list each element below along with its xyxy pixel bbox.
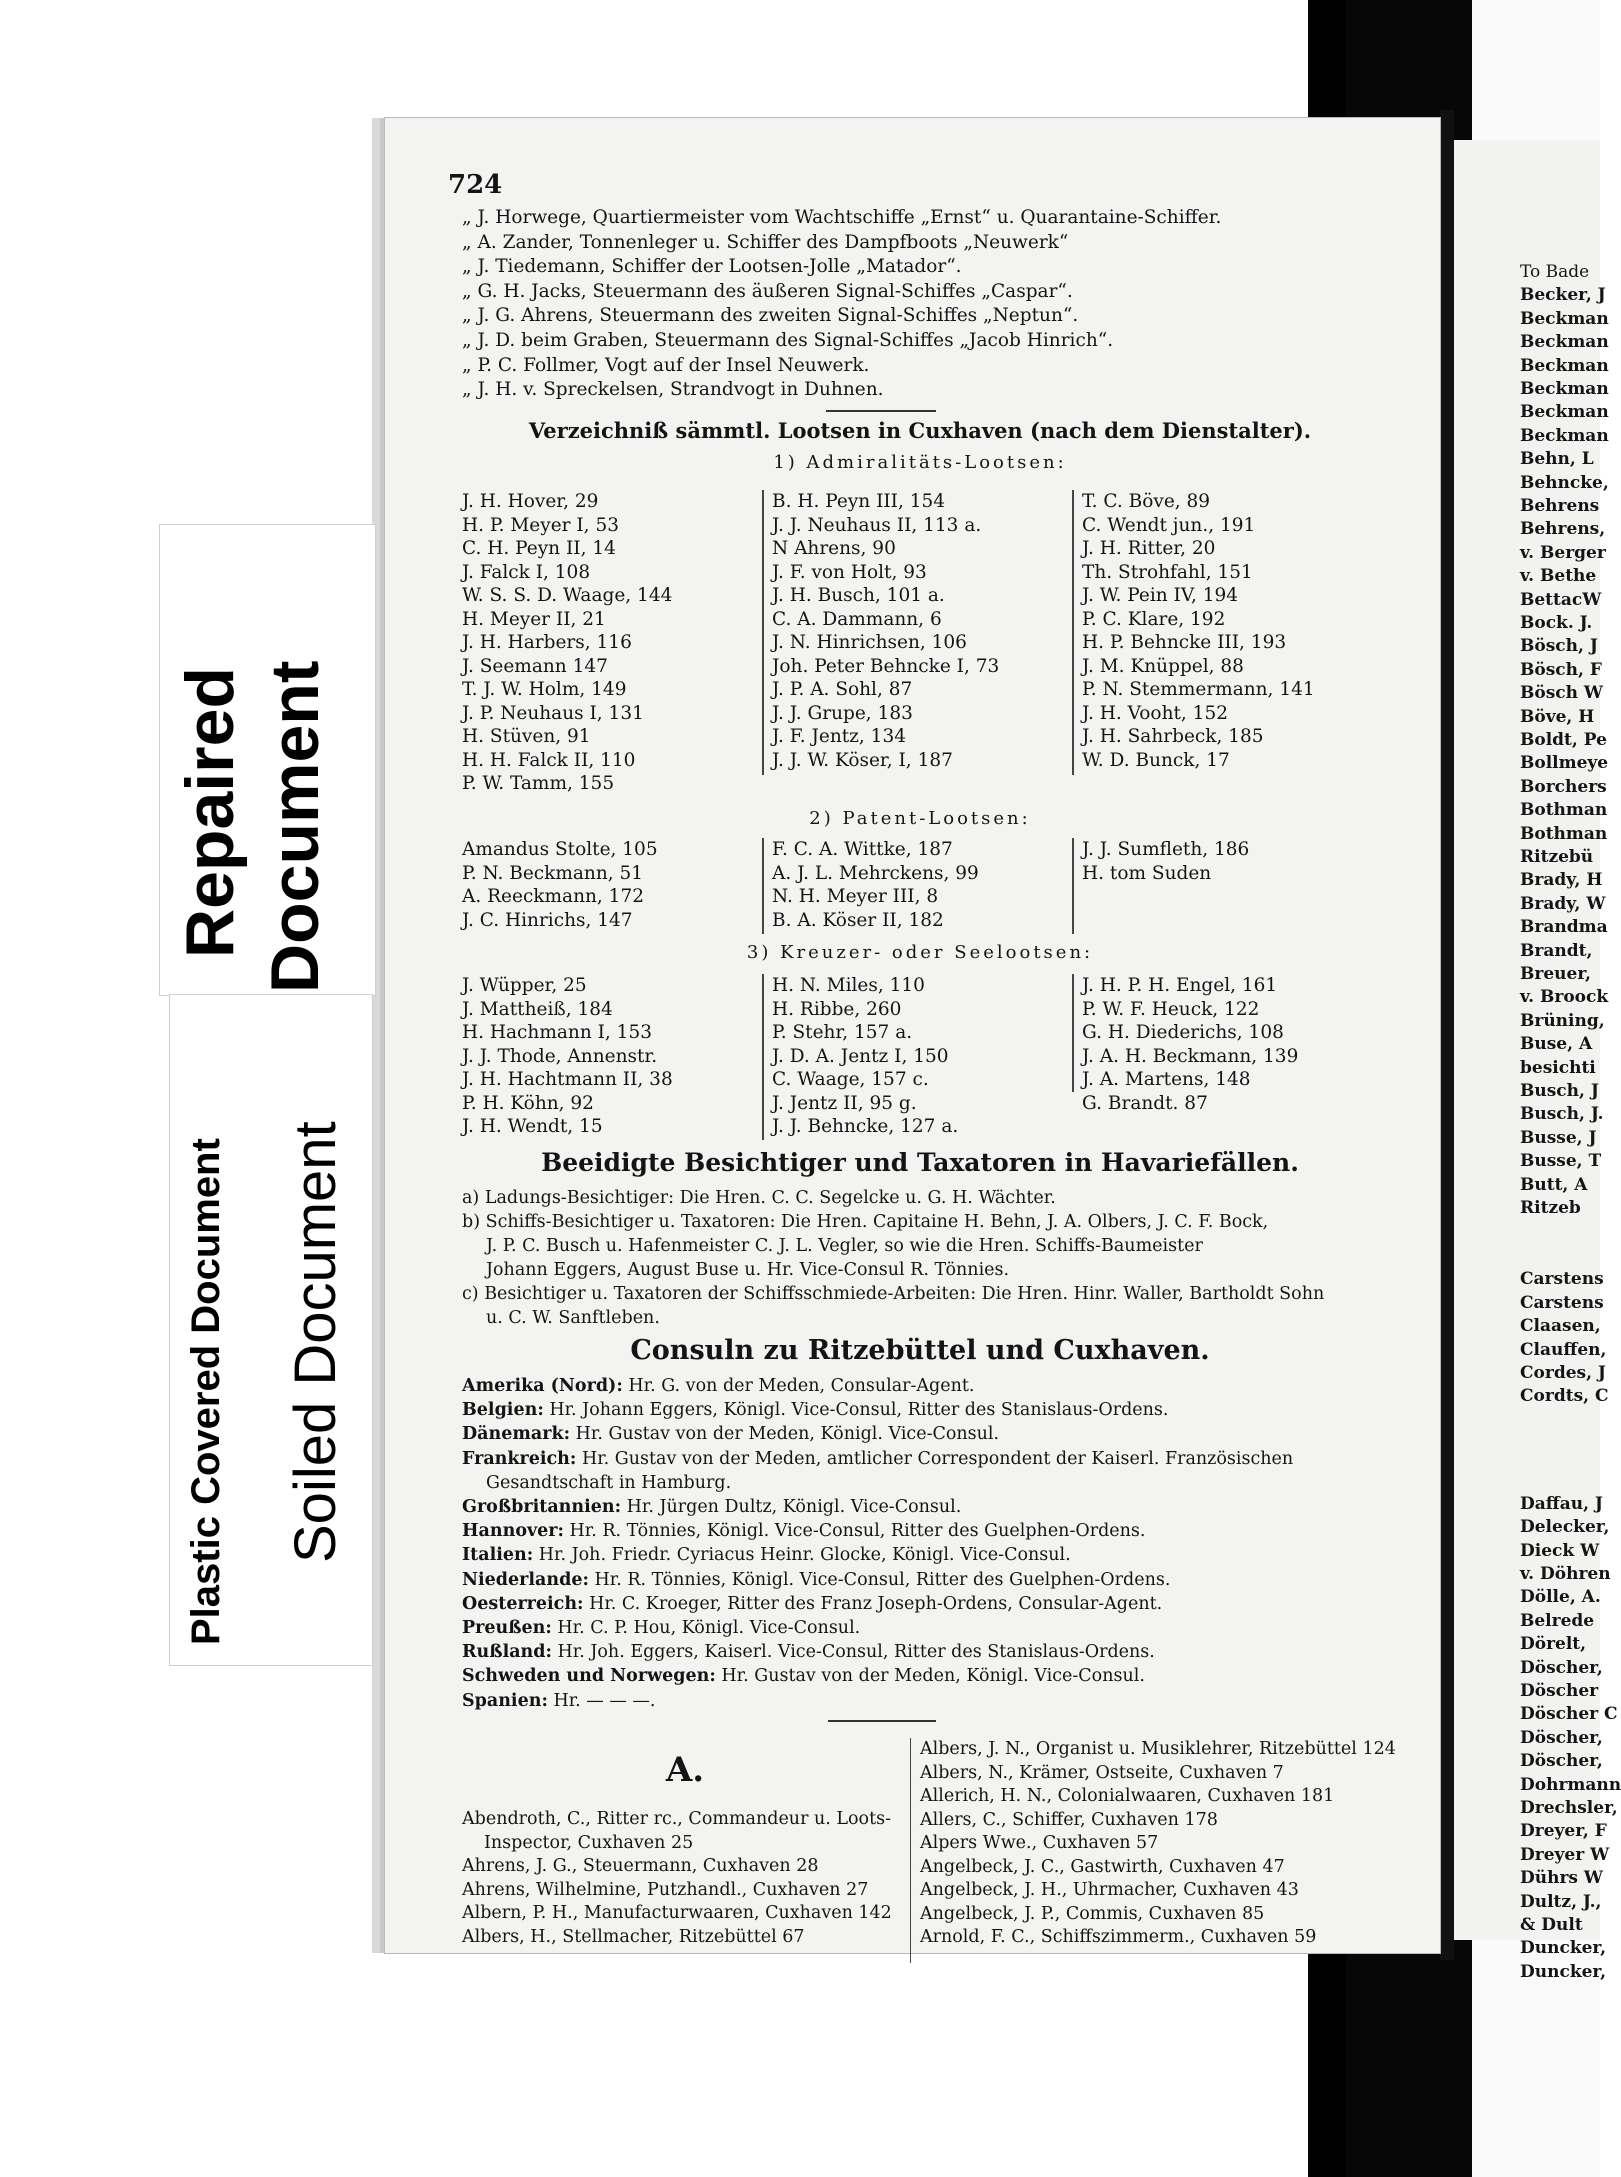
next-page-entry: besichti (1520, 1057, 1596, 1078)
consul-text: Hr. Gustav von der Meden, amtlicher Correspondent der Kaiserl. Französischen (576, 1448, 1294, 1469)
pilot-entry: J. J. Sumfleth, 186 (1082, 839, 1250, 860)
next-page-entry: Duncker, (1520, 1961, 1607, 1982)
admiralty-title: 1) Admiralitäts-Lootsen: (773, 452, 1067, 473)
pilot-entry: C. A. Dammann, 6 (772, 608, 942, 630)
consul-text: Hr. Joh. Friedr. Cyriacus Heinr. Glocke, Königl. Vice-Consul. (533, 1545, 1071, 1566)
pilot-entry: H. Stüven, 91 (462, 726, 591, 747)
next-page-entry: v. Broock (1520, 987, 1609, 1008)
pilot-entry: J. H. Hachtmann II, 38 (462, 1069, 673, 1090)
next-page-entry: Busch, J. (1520, 1104, 1604, 1125)
directory-entry: Ahrens, Wilhelmine, Putzhandl., Cuxhaven 27 (462, 1879, 869, 1900)
consul-country: Großbritannien: (462, 1497, 622, 1518)
pilot-entry: J. J. Thode, Annenstr. (462, 1045, 658, 1067)
next-page-entry: Brandma (1520, 917, 1608, 938)
admiralty-col-1 (462, 490, 672, 796)
consul-text: Hr. Gustav von der Meden, Königl. Vice-Consul. (570, 1424, 1000, 1445)
staff-entry: „ A. Zander, Tonnenleger u. Schiffer des Dampfboots „Neuwerk“ (462, 231, 1069, 253)
pilot-entry: P. W. F. Heuck, 122 (1082, 998, 1260, 1020)
next-page-entry: Breuer, (1520, 964, 1591, 984)
consul-entry (462, 1374, 1293, 1398)
next-page-entry: Brady, H (1520, 870, 1603, 891)
directory-entry: Abendroth, C., Ritter rc., Commandeur u. Loots- (462, 1809, 892, 1829)
section-letter: A. (665, 1750, 705, 1790)
next-page-entry: Beckman (1520, 379, 1609, 399)
divider (826, 410, 936, 412)
consul-entry (462, 1616, 1293, 1640)
next-page-entry: Boldt, Pe (1520, 730, 1607, 750)
next-page-entry: v. Döhren (1520, 1564, 1611, 1584)
pilot-entry: B. H. Peyn III, 154 (772, 491, 946, 512)
repaired-label-line1: Repaired (172, 667, 248, 958)
pilot-entry: J. H. Wendt, 15 (462, 1116, 603, 1137)
consul-entry (462, 1689, 1293, 1713)
next-page-entry: Daffau, J (1520, 1493, 1603, 1514)
consul-country: Niederlande: (462, 1569, 589, 1590)
next-page-entry: Busse, J (1520, 1127, 1597, 1148)
pilot-entry: G. Brandt. 87 (1082, 1092, 1208, 1114)
pilot-entry: J. F. Jentz, 134 (772, 726, 906, 747)
pilot-entry: J. H. Ritter, 20 (1082, 538, 1216, 559)
patent-col-3 (1082, 838, 1249, 885)
admiralty-col-3 (1082, 490, 1315, 772)
surveyor-line: b) Schiffs-Besichtiger u. Taxatoren: Die Hren. Capitaine H. Behn, J. A. Olbers, J. C. F. Bock, (462, 1212, 1269, 1232)
pilot-entry: P. H. Köhn, 92 (462, 1092, 594, 1114)
directory-entry: Albern, P. H., Manufacturwaaren, Cuxhaven 142 (462, 1903, 892, 1923)
pilot-entry: J. Wüpper, 25 (462, 975, 587, 996)
pilot-entry: H. P. Meyer I, 53 (462, 514, 619, 536)
pilot-entry: J. C. Hinrichs, 147 (462, 909, 633, 931)
directory-entry: Angelbeck, J. P., Commis, Cuxhaven 85 (920, 1903, 1265, 1924)
pilot-entry: J. F. von Holt, 93 (772, 561, 927, 583)
next-page-entry: & Dult (1520, 1915, 1583, 1935)
next-page-entry: Dohrmann (1520, 1774, 1621, 1795)
directory-entry: Albers, N., Krämer, Ostseite, Cuxhaven 7 (920, 1762, 1284, 1783)
pilot-entry: N. H. Meyer III, 8 (772, 886, 939, 907)
next-page-entry: Dölle, A. (1520, 1587, 1601, 1608)
column-rule (762, 974, 764, 1140)
directory-entry: Angelbeck, J. H., Uhrmacher, Cuxhaven 43 (920, 1880, 1299, 1900)
pilot-entry: T. J. W. Holm, 149 (462, 679, 627, 700)
next-page-entry: v. Berger (1520, 542, 1606, 563)
next-page-entry: Clauffen, (1520, 1339, 1607, 1360)
next-page-entry: To Bade (1520, 262, 1590, 282)
page-number: 724 (448, 170, 503, 200)
pilot-entry: J. H. Harbers, 116 (462, 632, 632, 653)
consul-text: Hr. G. von der Meden, Consular-Agent. (622, 1376, 975, 1396)
pilot-entry: P. C. Klare, 192 (1082, 608, 1226, 630)
next-page-entry: Beckman (1520, 425, 1609, 446)
staff-entry: „ J. Horwege, Quartiermeister vom Wachtschiffe „Ernst“ u. Quarantaine-Schiffer. (462, 207, 1222, 228)
pilot-entry: J. H. P. H. Engel, 161 (1082, 975, 1278, 996)
surveyor-line: u. C. W. Sanftleben. (486, 1308, 660, 1328)
next-page-entry: Behrens (1520, 496, 1600, 516)
staff-list (462, 206, 1221, 403)
pilot-entry: C. H. Peyn II, 14 (462, 538, 616, 559)
next-page-entry: Bothman (1520, 800, 1608, 821)
surveyor-line: a) Ladungs-Besichtiger: Die Hren. C. C. Segelcke u. G. H. Wächter. (462, 1188, 1056, 1208)
pilot-entry: J. J. W. Köser, I, 187 (772, 749, 953, 771)
page-gutter (1440, 110, 1454, 1960)
pilot-entry: J. Jentz II, 95 g. (772, 1092, 917, 1114)
directory-entry: Ahrens, J. G., Steuermann, Cuxhaven 28 (462, 1856, 819, 1876)
consul-text: Hr. Jürgen Dultz, Königl. Vice-Consul. (621, 1497, 962, 1518)
column-rule (1072, 838, 1074, 934)
directory-entry: Arnold, F. C., Schiffszimmerm., Cuxhaven 59 (920, 1927, 1317, 1947)
pilot-entry: H. tom Suden (1082, 862, 1212, 884)
pilot-entry: N Ahrens, 90 (772, 538, 896, 559)
pilot-entry: Amandus Stolte, 105 (462, 839, 658, 860)
next-page-entry: Döscher (1520, 1681, 1599, 1701)
next-page-entry: Belrede (1520, 1610, 1595, 1631)
next-page-entry: Beckman (1520, 332, 1609, 353)
consul-text: Hr. R. Tönnies, Königl. Vice-Consul, Ritter des Guelphen-Ordens. (563, 1521, 1146, 1542)
staff-entry: „ P. C. Follmer, Vogt auf der Insel Neuwerk. (462, 354, 870, 376)
consul-entry (462, 1664, 1293, 1688)
consul-entry (462, 1447, 1293, 1471)
next-page-entry: Beckman (1520, 355, 1609, 376)
next-page-entry: Brandt, (1520, 940, 1593, 961)
consul-entry (462, 1519, 1293, 1543)
next-page-entry: Bothman (1520, 823, 1608, 844)
next-page-entry: v. Bethe (1520, 566, 1597, 587)
next-page-entry: Döscher, (1520, 1727, 1603, 1748)
kreuzer-col-2 (772, 974, 958, 1139)
patent-col-1 (462, 838, 658, 932)
directory-entry: Albers, J. N., Organist u. Musiklehrer, Ritzebüttel 124 (920, 1739, 1396, 1759)
pilot-entry: A. J. L. Mehrckens, 99 (772, 862, 979, 884)
consul-country: Dänemark: (462, 1424, 571, 1445)
next-page-entry: Busch, J (1520, 1081, 1599, 1101)
next-page-entry: Carstens (1520, 1292, 1604, 1313)
pilot-entry: J. P. Neuhaus I, 131 (462, 702, 644, 724)
consul-entry (462, 1495, 1293, 1519)
pilot-entry: J. J. Neuhaus II, 113 a. (772, 514, 982, 536)
column-rule (762, 838, 764, 934)
next-page-entry: Beckman (1520, 308, 1609, 329)
pilot-entry: J. H. Vooht, 152 (1082, 702, 1228, 724)
pilot-entry: J. Falck I, 108 (462, 561, 591, 583)
pilot-entry: J. Mattheiß, 184 (462, 998, 613, 1020)
pilot-entry: H. H. Falck II, 110 (462, 749, 636, 771)
plastic-label: Plastic Covered Document (184, 1138, 228, 1645)
pilot-entry: H. Hachmann I, 153 (462, 1022, 652, 1043)
divider (828, 1720, 936, 1722)
pilot-entry: A. Reeckmann, 172 (462, 886, 644, 907)
next-page-entry: Ritzebü (1520, 847, 1594, 867)
pilot-entry: F. C. A. Wittke, 187 (772, 839, 953, 860)
pilot-entry: P. N. Beckmann, 51 (462, 862, 644, 884)
pilot-entry: C. Wendt jun., 191 (1082, 514, 1256, 536)
next-page-entry: Döscher C (1520, 1704, 1618, 1725)
next-page-entry: Carstens (1520, 1269, 1604, 1290)
directory-entry: Angelbeck, J. C., Gastwirth, Cuxhaven 47 (920, 1856, 1285, 1877)
patent-title: 2) Patent-Lootsen: (809, 808, 1031, 829)
pilot-entry: H. Meyer II, 21 (462, 608, 606, 630)
directory-right-column (920, 1738, 1396, 1950)
next-page-entry: Claasen, (1520, 1316, 1601, 1337)
next-page-entry: Busse, T (1520, 1151, 1602, 1172)
consul-country: Italien: (462, 1545, 534, 1566)
consul-entry (462, 1398, 1293, 1422)
next-page-entry: Bock. J. (1520, 613, 1593, 633)
staff-entry: „ J. H. v. Spreckelsen, Strandvogt in Duhnen. (462, 379, 884, 401)
pilot-entry: Th. Strohfahl, 151 (1082, 561, 1253, 583)
pilot-entry: Joh. Peter Behncke I, 73 (772, 655, 1000, 677)
consul-country: Schweden und Norwegen: (462, 1666, 716, 1687)
pilot-entry: B. A. Köser II, 182 (772, 909, 944, 931)
next-page-entry: Becker, J (1520, 285, 1606, 306)
soiled-plastic-label (170, 995, 372, 1665)
consul-entry (462, 1422, 1293, 1446)
patent-col-2 (772, 838, 979, 932)
pilot-entry: G. H. Diederichs, 108 (1082, 1022, 1284, 1043)
column-rule (762, 490, 764, 775)
directory-entry: Albers, H., Stellmacher, Ritzebüttel 67 (462, 1926, 805, 1947)
consul-text: Hr. R. Tönnies, Königl. Vice-Consul, Ritter des Guelphen-Ordens. (588, 1569, 1171, 1590)
admiralty-col-2 (772, 490, 999, 772)
next-page-entry: Dörelt, (1520, 1634, 1587, 1655)
next-page-entry: Behrens, (1520, 519, 1606, 540)
consuls-list (462, 1374, 1293, 1713)
consul-entry (462, 1640, 1293, 1664)
pilot-entry: J. P. A. Sohl, 87 (772, 679, 913, 700)
consul-country: Frankreich: (462, 1448, 577, 1469)
next-page-entry: Dreyer, F (1520, 1821, 1607, 1842)
repaired-label-line2: Document (257, 660, 333, 993)
pilot-entry: J. A. H. Beckmann, 139 (1082, 1045, 1299, 1067)
column-rule (1072, 974, 1074, 1092)
next-page-entry: Behn, L (1520, 449, 1594, 470)
surveyor-line: Johann Eggers, August Buse u. Hr. Vice-Consul R. Tönnies. (486, 1260, 1010, 1280)
pilot-entry: C. Waage, 157 c. (772, 1069, 929, 1090)
pilot-entry: H. Ribbe, 260 (772, 998, 902, 1020)
next-page-entry: Dieck W (1520, 1540, 1600, 1561)
pilot-entry: P. W. Tamm, 155 (462, 773, 615, 794)
pilot-entry: J. A. Martens, 148 (1082, 1069, 1251, 1090)
column-rule (1072, 490, 1074, 775)
next-page-entry: Borchers (1520, 776, 1607, 797)
pilot-entry: J. H. Busch, 101 a. (772, 585, 945, 606)
pilot-entry: J. D. A. Jentz I, 150 (772, 1045, 949, 1067)
pilot-entry: H. N. Miles, 110 (772, 975, 925, 996)
repaired-label (160, 525, 375, 995)
next-page-entry: Brüning, (1520, 1010, 1605, 1031)
consul-entry (462, 1471, 1293, 1495)
surveyors-heading: Beeidigte Besichtiger und Taxatoren in Havariefällen. (541, 1148, 1299, 1177)
directory-entry: Inspector, Cuxhaven 25 (484, 1832, 694, 1853)
next-page-entry: Drechsler, (1520, 1798, 1618, 1818)
next-page-entry: Butt, A (1520, 1174, 1588, 1195)
next-page-entry: Döscher, (1520, 1751, 1603, 1772)
consul-country: Oesterreich: (462, 1593, 584, 1614)
consul-country: Amerika (Nord): (462, 1376, 623, 1396)
surveyor-line: c) Besichtiger u. Taxatoren der Schiffsschmiede-Arbeiten: Die Hren. Hinr. Waller, Bartholdt Sohn (462, 1284, 1325, 1304)
pilot-entry: P. N. Stemmermann, 141 (1082, 679, 1315, 700)
pilot-entry: J. Seemann 147 (462, 655, 608, 677)
pilot-entry: J. J. Grupe, 183 (772, 702, 913, 724)
soiled-label: Soiled Document (283, 1121, 348, 1563)
pilot-entry: W. S. S. D. Waage, 144 (462, 585, 673, 606)
consul-text: Hr. — — —. (547, 1690, 656, 1711)
next-page-entry: BettacW (1520, 589, 1602, 610)
next-page-entry: Bösch W (1520, 683, 1603, 704)
consuls-heading: Consuln zu Ritzebüttel und Cuxhaven. (630, 1335, 1210, 1366)
next-page-entry: Behncke, (1520, 472, 1609, 493)
pilot-entry: J. N. Hinrichsen, 106 (772, 632, 967, 653)
consul-text: Hr. C. Kroeger, Ritter des Franz Joseph-Ordens, Consular-Agent. (583, 1593, 1163, 1614)
consul-text: Gesandtschaft in Hamburg. (486, 1472, 732, 1493)
consul-country: Rußland: (462, 1642, 552, 1663)
staff-entry: „ G. H. Jacks, Steuermann des äußeren Signal-Schiffes „Caspar“. (462, 280, 1073, 302)
pilots-heading: Verzeichniß sämmtl. Lootsen in Cuxhaven (nach dem Dienstalter). (528, 418, 1312, 443)
next-page-entry: Ritzeb (1520, 1198, 1581, 1218)
next-page-entry: Bösch, J (1520, 636, 1598, 657)
directory-left-column (462, 1808, 892, 1949)
consul-text: Hr. Johann Eggers, Königl. Vice-Consul, Ritter des Stanislaus-Ordens. (543, 1400, 1169, 1421)
next-page-entry: Delecker, (1520, 1517, 1610, 1538)
next-page-entry: Dultz, J., (1520, 1891, 1602, 1912)
pilot-entry: J. H. Hover, 29 (462, 491, 599, 512)
consul-text: Hr. Joh. Eggers, Kaiserl. Vice-Consul, Ritter des Stanislaus-Ordens. (551, 1642, 1155, 1663)
next-page-entry: Buse, A (1520, 1034, 1593, 1055)
pilot-entry: T. C. Böve, 89 (1082, 491, 1211, 512)
consul-country: Spanien: (462, 1690, 548, 1711)
consul-text: Hr. C. P. Hou, Königl. Vice-Consul. (551, 1618, 861, 1639)
pilot-entry: J. J. Behncke, 127 a. (772, 1116, 959, 1137)
directory-entry: Allers, C., Schiffer, Cuxhaven 178 (920, 1809, 1218, 1830)
next-page-entry: Bösch, F (1520, 659, 1602, 680)
pilot-entry: W. D. Bunck, 17 (1082, 749, 1230, 771)
next-page-entry: Beckman (1520, 402, 1609, 423)
staff-entry: „ J. Tiedemann, Schiffer der Lootsen-Jolle „Matador“. (462, 256, 962, 278)
consul-country: Preußen: (462, 1618, 552, 1639)
next-page-entry: Dührs W (1520, 1868, 1603, 1889)
consul-text: Hr. Gustav von der Meden, Königl. Vice-Consul. (715, 1666, 1145, 1687)
next-page-entry: Döscher, (1520, 1657, 1603, 1678)
consul-entry (462, 1592, 1293, 1616)
kreuzer-title: 3) Kreuzer- oder Seelootsen: (746, 942, 1094, 963)
consul-entry (462, 1543, 1293, 1567)
pilot-entry: H. P. Behncke III, 193 (1082, 632, 1287, 653)
staff-entry: „ J. G. Ahrens, Steuermann des zweiten Signal-Schiffes „Neptun“. (462, 305, 1079, 327)
next-page-entry: Bollmeye (1520, 753, 1609, 774)
pilot-entry: J. M. Knüppel, 88 (1082, 655, 1244, 677)
directory-entry: Allerich, H. N., Colonialwaaren, Cuxhaven 181 (920, 1786, 1335, 1806)
consul-country: Belgien: (462, 1400, 544, 1421)
pilot-entry: J. H. Sahrbeck, 185 (1082, 726, 1264, 747)
next-page-entry: Duncker, (1520, 1938, 1607, 1959)
next-page-entry: Böve, H (1520, 706, 1595, 727)
pilot-entry: J. W. Pein IV, 194 (1082, 585, 1239, 606)
kreuzer-col-3 (1082, 974, 1298, 1115)
directory-entry: Alpers Wwe., Cuxhaven 57 (920, 1833, 1159, 1853)
consul-country: Hannover: (462, 1521, 564, 1542)
column-rule (910, 1738, 911, 1963)
next-page-entry: Cordes, J (1520, 1363, 1606, 1383)
next-page-entry: Brady, W (1520, 893, 1606, 914)
staff-entry: „ J. D. beim Graben, Steuermann des Signal-Schiffes „Jacob Hinrich“. (462, 329, 1114, 351)
surveyor-line: J. P. C. Busch u. Hafenmeister C. J. L. Vegler, so wie die Hren. Schiffs-Baumeister (486, 1236, 1203, 1256)
consul-entry (462, 1568, 1293, 1592)
next-page-entry: Cordts, C (1520, 1386, 1609, 1407)
next-page-entry: Dreyer W (1520, 1844, 1610, 1865)
surveyors-list (462, 1186, 1324, 1330)
pilot-entry: P. Stehr, 157 a. (772, 1022, 913, 1043)
kreuzer-col-1 (462, 974, 673, 1139)
